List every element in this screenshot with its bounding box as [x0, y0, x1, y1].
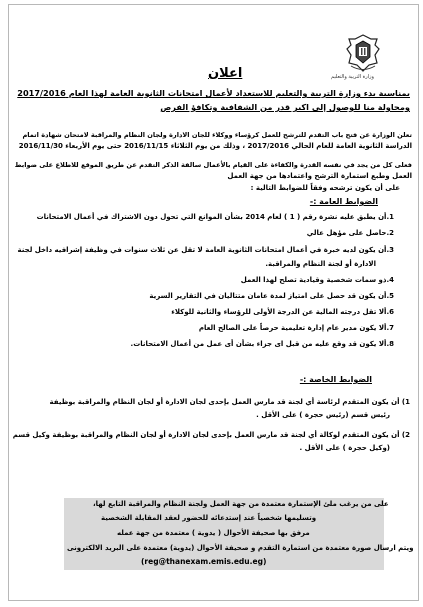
paragraph-1-line-2: الدراسة الثانوية العامة للعام الحالي 2017/2016 ، وذلك من يوم الثلاثاء 2016/11/15 حتى يوم الأربعاء 2016/11/30: [18, 142, 412, 150]
document-page: [8, 4, 419, 601]
page-title: اعلان: [208, 66, 243, 81]
paragraph-1-line-1: تعلن الوزارة عن فتح باب التقدم للترشح للعمل كرؤساء ووكلاء للجان الادارة ولجان النظام والمراقبة لامتحان شهادة اتمام: [22, 131, 412, 139]
paragraph-2-line-3: على أن يكون ترشحه وفقاً للضوابط التالية :: [250, 184, 400, 192]
special-rule-1-cont: رئيس قسم (رئيس حجرة ) على الأقل .: [256, 411, 390, 419]
notice-line-1: على من يرغب ملئ الإستمارة معتمدة من جهة العمل ولجنة النظام والمراقبة التابع لها،: [93, 500, 389, 508]
general-rules-heading: الضوابط العامة :-: [309, 197, 378, 206]
general-rule-1: 1.أن يطبق عليه نشرة رقم ( 1 ) لعام 2014 بشأن الموانع التي تحول دون الاشتراك في أعمال الامتحانات: [36, 213, 394, 221]
general-rule-7: 7.ألا يكون مدير عام إدارة تعليمية حرصاً على الصالح العام: [198, 324, 394, 332]
special-rules-heading: الضوابط الخاصة :-: [299, 375, 372, 384]
general-rule-8: 8.ألا يكون قد وقع عليه من قبل اى جزاء بشأن أى عمل من أعمال الامتحانات.: [130, 340, 394, 348]
notice-email: (reg@thanexam.emis.edu.eg): [141, 557, 267, 566]
general-rule-2: 2.حاصل على مؤهل عالي: [306, 229, 394, 237]
general-rule-4: 4.ذو سمات شخصية وقيادية تصلح لهذا العمل: [240, 276, 394, 284]
intro-line-2: ومحاولة منا للوصول إلى اكبر قدر من الشفافية وتكافؤ الفرص: [160, 102, 410, 112]
notice-line-3: مرفق بها صحيفة الأحوال ( يدوية ) معتمدة من جهة عمله: [117, 529, 310, 537]
notice-line-4: ويتم ارسال صورة معتمدة من استمارة التقدم و صحيفة الأحوال (يدوية) معتمدة على البريد الالكترونى: [67, 544, 414, 552]
general-rule-3: 3.أن يكون لديه خبرة في أعمال امتحانات الثانوية العامة لا تقل عن ثلاث سنوات في وظيفة إشرافيه داخل لجنة: [17, 246, 394, 254]
special-rule-2-cont: (وكيل حجرة ) على الأقل .: [299, 444, 390, 452]
notice-line-2: وتسليمها شخصياً عند إستدعائه للحضور لعقد المقابلة الشخصية: [101, 514, 317, 522]
ministry-emblem-logo: [341, 33, 385, 73]
general-rule-3-cont: الادارة أو لجنة النظام والمراقبة.: [265, 260, 376, 268]
general-rule-6: 6.ألا تقل درجته المالية عن الدرجة الأولى للرؤساء والثانية للوكلاء: [171, 308, 394, 316]
general-rule-5: 5.أن يكون قد حصل على امتياز لمدة عامان متتاليان في التقارير السرية: [149, 292, 394, 300]
special-rule-2: 2) أن يكون المتقدم لوكالة أي لجنة قد مارس العمل بإحدى لجان الادارة أو لجان النظام والمراقبة بوظيفة وكيل قسم: [12, 431, 410, 439]
intro-line-1: بمناسبة بدء وزارة التربية والتعليم للاستعداد لأعمال امتحانات الثانوية العامة لهذا العام 2017/2016: [17, 88, 410, 98]
special-rule-1: 1) أن يكون المتقدم لرئاسة أي لجنة قد مارس العمل بإحدى لجان الادارة أو لجان النظام والمراقبة بوظيفة: [49, 398, 410, 406]
paragraph-2-line-2: العمل وطبع استمارة الترشح واعتمادها من جهة العمل: [227, 172, 412, 180]
logo-caption: وزارة التربية والتعليم: [331, 74, 374, 80]
paragraph-2-line-1: فعلى كل من يجد في نفسه القدرة والكفاءة على القيام بالأعمال سالفة الذكر التقدم عن طريق الموقع للاطلاع على ضوابط: [14, 161, 412, 169]
